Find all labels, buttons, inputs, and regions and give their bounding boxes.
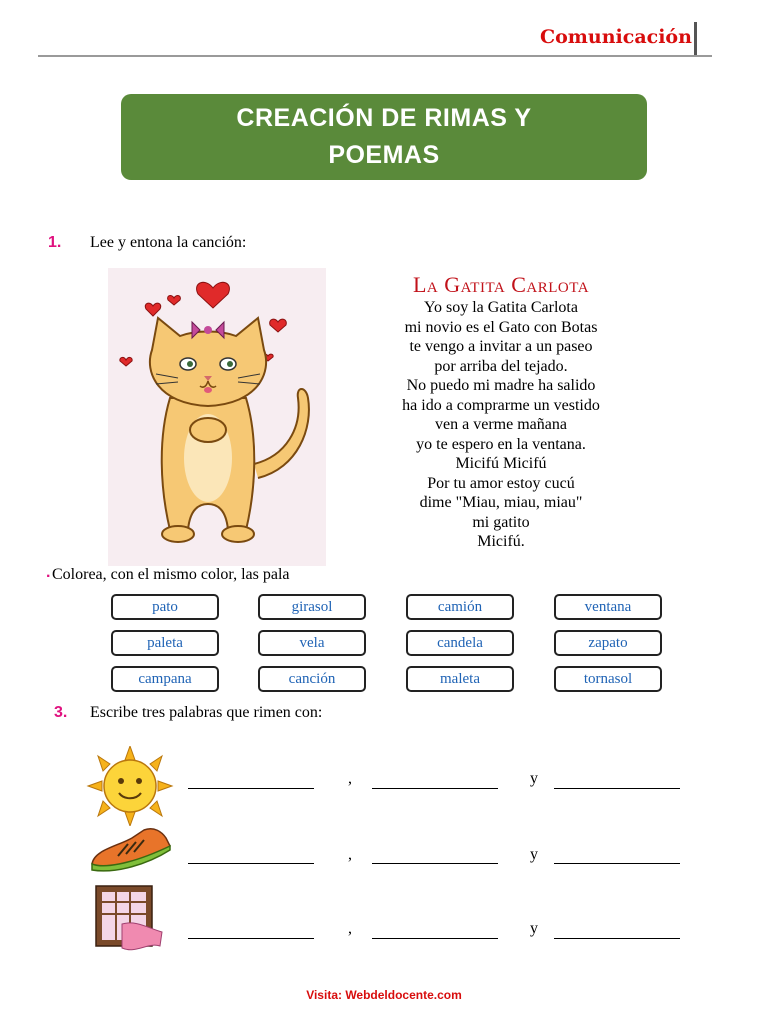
comma-separator: , [348,770,352,787]
exercise-2-number: . [46,564,51,581]
word-box[interactable]: ventana [554,594,662,620]
word-box[interactable]: zapato [554,630,662,656]
poem-line: te vengo a invitar a un paseo [409,338,593,355]
shoe-icon [88,820,172,880]
poem-line: No puedo mi madre ha salido [406,377,596,394]
answer-blank[interactable] [554,863,680,864]
answer-blank[interactable] [554,788,680,789]
word-box[interactable]: candela [406,630,514,656]
header-rule [38,55,712,57]
answer-blank[interactable] [372,788,498,789]
subject-label: Comunicación [540,26,692,48]
exercise-3-number: 3. [54,704,68,721]
answer-blank[interactable] [372,938,498,939]
word-box[interactable]: paleta [111,630,219,656]
exercise-1-number: 1. [48,234,62,251]
exercise-2-instruction: Colorea, con el mismo color, las pala [52,566,290,583]
and-separator: y [530,770,538,787]
poem-line: Micifú. [477,533,525,550]
poem-line: Micifú Micifú [455,455,547,472]
word-box[interactable]: campana [111,666,219,692]
word-box[interactable]: camión [406,594,514,620]
poem-line: dime "Miau, miau, miau" [419,494,583,511]
poem-line: ven a verme mañana [435,416,567,433]
word-box[interactable]: pato [111,594,219,620]
word-box[interactable]: canción [258,666,366,692]
footer-link[interactable]: Visita: Webdeldocente.com [306,988,462,1002]
answer-blank[interactable] [188,863,314,864]
and-separator: y [530,920,538,937]
and-separator: y [530,846,538,863]
word-box[interactable]: maleta [406,666,514,692]
comma-separator: , [348,920,352,937]
answer-blank[interactable] [188,788,314,789]
poem-text [352,298,650,552]
word-box[interactable]: vela [258,630,366,656]
word-box[interactable]: tornasol [554,666,662,692]
poem-line: Yo soy la Gatita Carlota [424,299,578,316]
poem-title: La Gatita Carlota [412,272,590,297]
title-banner [121,94,647,180]
poem-line: mi novio es el Gato con Botas [404,318,598,336]
exercise-3-instruction: Escribe tres palabras que rimen con: [90,704,323,721]
answer-blank[interactable] [554,938,680,939]
poem-line: ha ido a comprarme un vestido [402,396,600,414]
answer-blank[interactable] [372,863,498,864]
word-box[interactable]: girasol [258,594,366,620]
poem-line: yo te espero en la ventana. [416,435,586,453]
exercise-1-instruction: Lee y entona la canción: [90,234,247,251]
poem-line: mi gatito [472,513,530,531]
page-title: CREACIÓN DE RIMAS Y POEMAS [236,104,532,169]
sun-icon [84,746,176,826]
poem-line: Por tu amor estoy cucú [427,474,575,492]
window-icon [92,884,166,958]
poem-line: por arriba del tejado. [434,357,568,375]
comma-separator: , [348,846,352,863]
header-divider-tick [694,22,697,56]
answer-blank[interactable] [188,938,314,939]
cat-illustration [108,268,326,566]
